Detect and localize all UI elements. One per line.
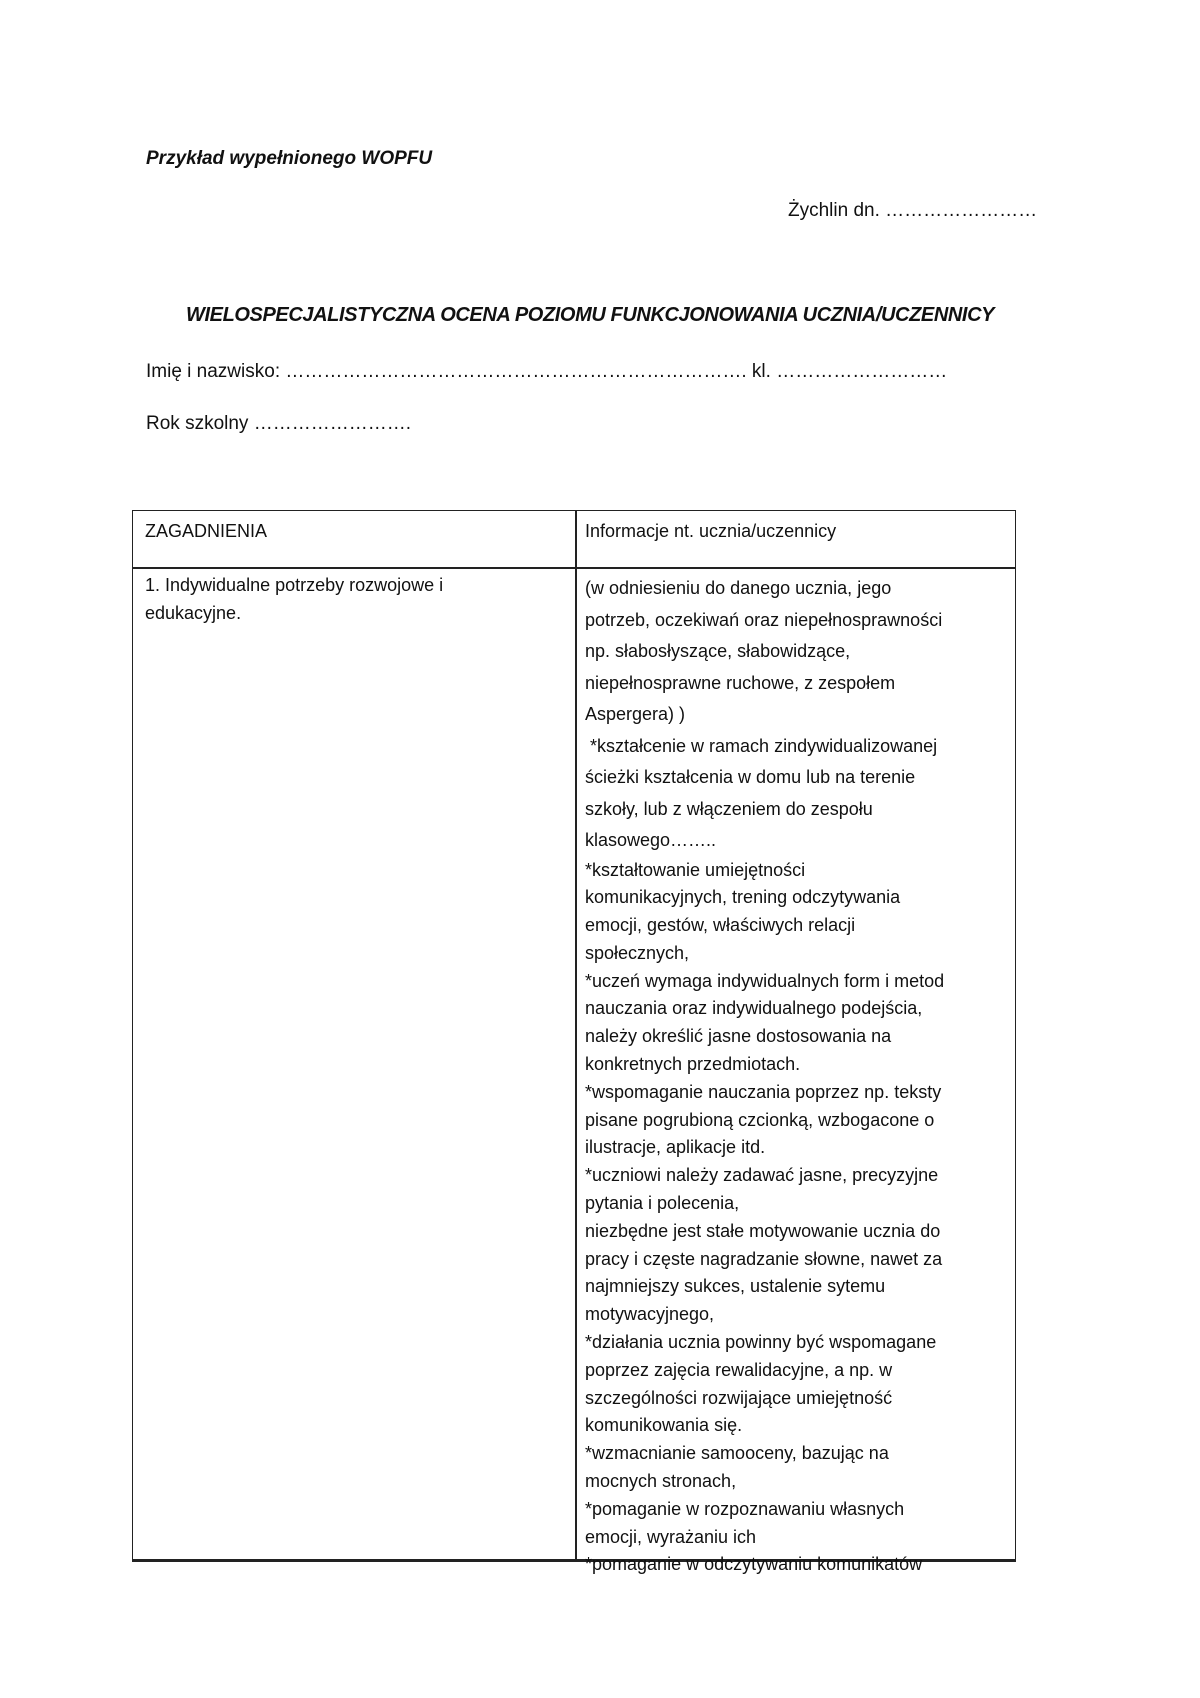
- info-line: (w odniesieniu do danego ucznia, jego: [585, 578, 892, 598]
- info-line: pytania i polecenia,: [585, 1193, 740, 1214]
- info-line: *wzmacnianie samooceny, bazując na: [585, 1443, 889, 1464]
- info-line: społecznych,: [585, 942, 690, 963]
- info-line: *kształtowanie umiejętności: [585, 859, 806, 880]
- info-line: ilustracje, aplikacje itd.: [585, 1137, 766, 1158]
- info-line: emocji, wyrażaniu ich: [585, 1526, 757, 1547]
- topic-line: edukacyjne.: [145, 602, 242, 623]
- info-line: należy określić jasne dostosowania na: [585, 1026, 892, 1047]
- topic-line: 1. Indywidualne potrzeby rozwojowe i: [145, 575, 444, 595]
- info-line: np. słabosłyszące, słabowidzące,: [585, 641, 851, 661]
- info-line: pisane pogrubioną czcionką, wzbogacone o: [585, 1109, 935, 1130]
- info-line: pracy i częste nagradzanie słowne, nawet za: [585, 1248, 943, 1269]
- info-line: *kształcenie w ramach zindywidualizowanej: [585, 735, 938, 756]
- school-year-line: Rok szkolny …………………….: [146, 413, 411, 434]
- info-line: niepełnosprawne ruchowe, z zespołem: [585, 672, 896, 693]
- table-header-student-info: Informacje nt. ucznia/uczennicy: [585, 521, 837, 541]
- info-line: szczególności rozwijające umiejętność: [585, 1387, 893, 1408]
- info-line: niezbędne jest stałe motywowanie ucznia do: [585, 1220, 941, 1241]
- info-line: *wspomaganie nauczania poprzez np. teksty: [585, 1081, 942, 1102]
- info-line: klasowego……..: [585, 830, 717, 850]
- info-line: *uczniowi należy zadawać jasne, precyzyjne: [585, 1165, 939, 1186]
- student-name-class-line: Imię i nazwisko: ………………………………………………………………. kl. ………………………: [146, 361, 948, 382]
- info-line: szkoły, lub z włączeniem do zespołu: [585, 798, 873, 819]
- info-line: konkretnych przedmiotach.: [585, 1054, 801, 1075]
- table-row-divider: [133, 567, 1015, 569]
- info-line: Aspergera) ): [585, 704, 686, 724]
- place-date-line: Żychlin dn. ……………………: [788, 200, 1038, 221]
- info-line: najmniejszy sukces, ustalenie sytemu: [585, 1276, 886, 1297]
- info-paragraph-intro: [585, 573, 1010, 857]
- info-line: nauczania oraz indywidualnego podejścia,: [585, 998, 923, 1019]
- document-title: WIELOSPECJALISTYCZNA OCENA POZIOMU FUNKCJONOWANIA UCZNIA/UCZENNICY: [186, 304, 995, 326]
- info-line: motywacyjnego,: [585, 1304, 715, 1325]
- example-label: Przykład wypełnionego WOPFU: [146, 148, 433, 169]
- info-line: ścieżki kształcenia w domu lub na terenie: [585, 767, 916, 787]
- info-line: *pomaganie w rozpoznawaniu własnych: [585, 1498, 905, 1519]
- info-line: *uczeń wymaga indywidualnych form i metod: [585, 970, 945, 991]
- info-line: potrzeb, oczekiwań oraz niepełnosprawności: [585, 609, 943, 630]
- info-line: emocji, gestów, właściwych relacji: [585, 915, 856, 936]
- table-column-divider: [575, 511, 577, 1559]
- table-cell-student-info: [585, 573, 1010, 1579]
- table-cell-topic: [145, 572, 565, 627]
- info-line: *działania ucznia powinny być wspomagane: [585, 1332, 937, 1353]
- info-line: poprzez zajęcia rewalidacyjne, a np. w: [585, 1359, 893, 1380]
- info-line: komunikacyjnych, trening odczytywania: [585, 887, 901, 908]
- info-line: *pomaganie w odczytywaniu komunikatów: [585, 1554, 923, 1575]
- info-line: komunikowania się.: [585, 1415, 743, 1436]
- info-paragraph-recommendations: [585, 857, 1010, 1580]
- table-header-topics: ZAGADNIENIA: [145, 521, 268, 541]
- info-line: mocnych stronach,: [585, 1471, 737, 1492]
- assessment-table: [132, 510, 1016, 1575]
